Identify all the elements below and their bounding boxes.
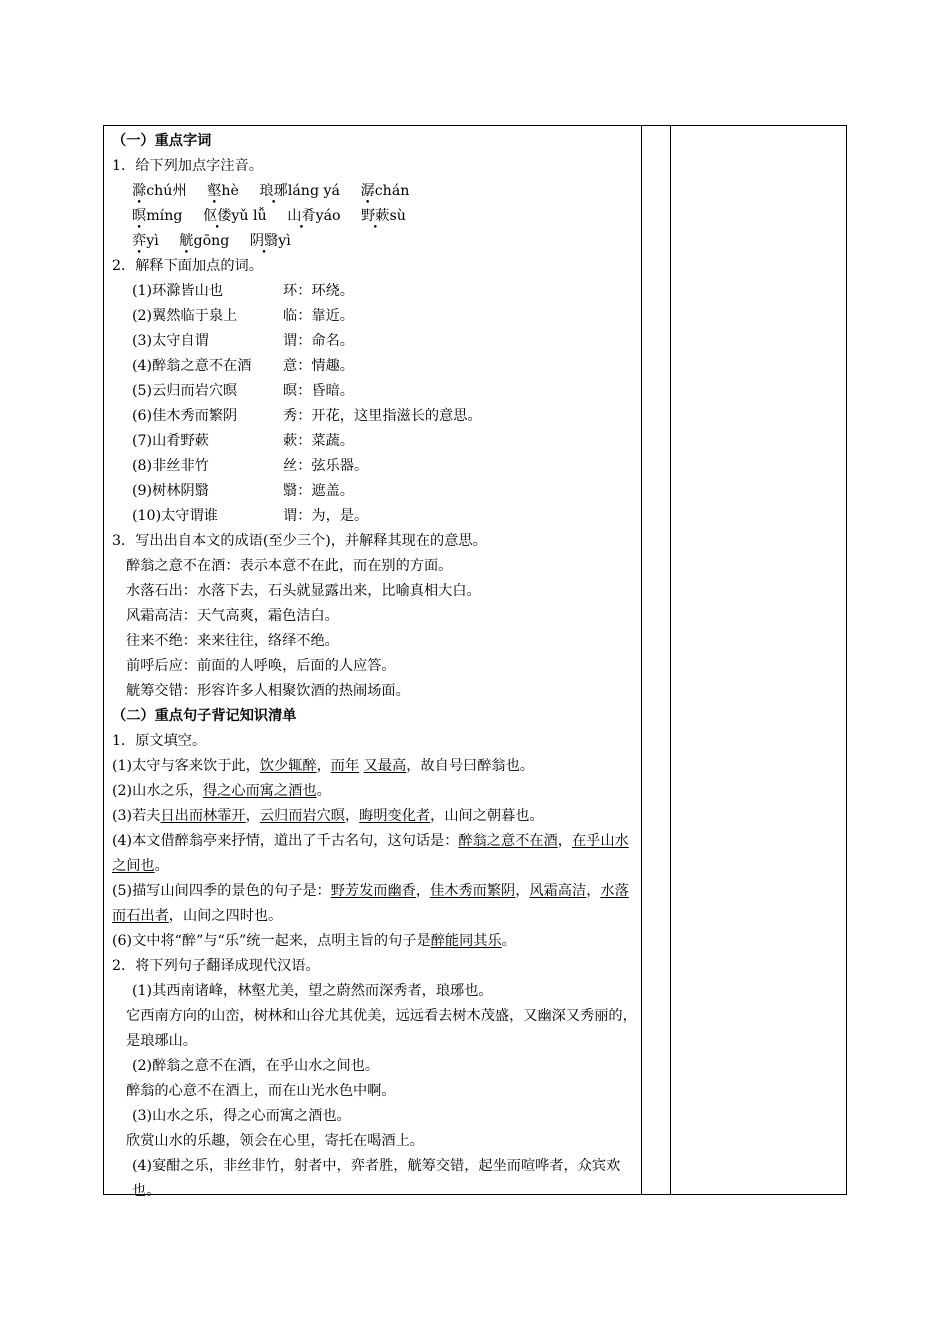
gloss-item: (3)太守自谓 谓：命名。: [132, 333, 354, 349]
pinyin-item: 伛偻yǔ lǚ: [202, 208, 267, 224]
gloss-item: (10)太守谓谁 谓：为，是。: [132, 508, 369, 524]
source-sentence: (2)醉翁之意不在酒，在乎山水之间也。: [132, 1058, 380, 1074]
translation-text: 它西南方向的山峦，树林和山谷尤其优美，远远看去树木茂盛，又幽深又秀丽的，是琅琊山。: [126, 1008, 637, 1049]
pinyin-item: 琅琊láng yá: [259, 183, 341, 199]
fill-blank-sentence: (3)若夫日出而林霏开，云归而岩穴暝，晦明变化者，山间之朝暮也。: [112, 808, 544, 824]
gloss-item: (9)树林阴翳 翳：遮盖。: [132, 483, 354, 499]
idiom-item: 水落石出：水落下去，石头就显露出来，比喻真相大白。: [126, 583, 481, 599]
gloss-item: (1)环滁皆山也 环：环绕。: [132, 283, 354, 299]
section-heading: （一）重点字词: [112, 133, 212, 149]
answer-blank: 而年: [330, 758, 360, 774]
source-sentence: (3)山水之乐，得之心而寓之酒也。: [132, 1108, 351, 1124]
answer-blank: 醉能同其乐: [430, 933, 502, 949]
pinyin-item: 暝míng: [132, 208, 183, 224]
answer-blank: 风霜高洁: [529, 883, 587, 899]
pinyin-row: [112, 204, 638, 229]
fill-blank-sentence: (4)本文借醉翁亭来抒情，道出了千古名句，这句话是：醉翁之意不在酒，在乎山水之间也。: [112, 833, 629, 874]
column-divider: [641, 126, 642, 1194]
source-sentence: (1)其西南诸峰，林壑尤美，望之蔚然而深秀者，琅琊也。: [132, 983, 493, 999]
answer-blank: 醉翁之意不在酒: [458, 833, 558, 849]
source-sentence: (4)宴酣之乐，非丝非竹，射者中，弈者胜，觥筹交错，起坐而喧哗者，众宾欢也。: [132, 1158, 621, 1199]
fill-blank-sentence: (1)太守与客来饮于此，饮少辄醉，而年 又最高，故自号曰醉翁也。: [112, 758, 534, 774]
fill-blank-sentence: (2)山水之乐，得之心而寓之酒也。: [112, 783, 331, 799]
pinyin-item: 觥gōng: [179, 233, 230, 249]
fill-blank-sentence: (5)描写山间四季的景色的句子是：野芳发而幽香，佳木秀而繁阴，风霜高洁，水落而石出者，山间之四时也。: [112, 883, 629, 924]
translation-text: 欣赏山水的乐趣，领会在心里，寄托在喝酒上。: [126, 1133, 424, 1149]
pinyin-row: [112, 179, 638, 204]
pinyin-item: 山肴yáo: [287, 208, 341, 224]
answer-blank: 得之心而寓之酒也: [203, 783, 317, 799]
idiom-item: 觥筹交错：形容许多人相聚饮酒的热闹场面。: [126, 683, 410, 699]
answer-blank: 佳木秀而繁阴: [430, 883, 516, 899]
question-prompt: 1．原文填空。: [112, 733, 207, 749]
answer-blank: 野芳发而幽香: [330, 883, 416, 899]
gloss-item: (8)非丝非竹 丝：弦乐器。: [132, 458, 369, 474]
idiom-item: 往来不绝：来来往往，络绎不绝。: [126, 633, 339, 649]
idiom-item: 风霜高洁：天气高爽，霜色洁白。: [126, 608, 339, 624]
pinyin-item: 阴翳yì: [249, 233, 291, 249]
idiom-item: 醉翁之意不在酒：表示本意不在此，而在别的方面。: [126, 558, 453, 574]
answer-blank: 在乎山水之间也: [112, 833, 629, 874]
answer-blank: 饮少辄醉: [259, 758, 317, 774]
question-prompt: 2．将下列句子翻译成现代汉语。: [112, 958, 320, 974]
pinyin-item: 野蔌sù: [361, 208, 406, 224]
pinyin-item: 壑hè: [207, 183, 239, 199]
answer-blank: 晦明变化者: [359, 808, 431, 824]
worksheet-table: [103, 125, 847, 1199]
section-heading: （二）重点句子背记知识清单: [112, 708, 297, 724]
translation-text: 醉翁的心意不在酒上，而在山光水色中啊。: [126, 1083, 396, 1099]
answer-blank: 水落而石出者: [112, 883, 629, 924]
fill-blank-sentence: (6)文中将“醉”与“乐”统一起来，点明主旨的句子是醉能同其乐。: [112, 933, 516, 949]
gloss-item: (6)佳木秀而繁阴 秀：开花，这里指滋长的意思。: [132, 408, 482, 424]
pinyin-item: 滁chú州: [132, 183, 187, 199]
gloss-item: (2)翼然临于泉上 临：靠近。: [132, 308, 354, 324]
question-prompt: 1．给下列加点字注音。: [112, 158, 263, 174]
pinyin-item: 潺chán: [360, 183, 410, 199]
question-prompt: 3．写出出自本文的成语(至少三个)，并解释其现在的意思。: [112, 533, 487, 549]
gloss-item: (7)山肴野蔌 蔌：菜蔬。: [132, 433, 354, 449]
pinyin-item: 弈yì: [132, 233, 159, 249]
answer-blank: 云归而岩穴暝: [259, 808, 345, 824]
idiom-item: 前呼后应：前面的人呼唤，后面的人应答。: [126, 658, 396, 674]
answer-blank: 又最高: [363, 758, 407, 774]
answer-blank: 日出而林霏开: [160, 808, 246, 824]
question-prompt: 2．解释下面加点的词。: [112, 258, 263, 274]
main-content-cell: [112, 129, 638, 1204]
gloss-item: (4)醉翁之意不在酒 意：情趣。: [132, 358, 354, 374]
column-divider: [670, 126, 671, 1194]
gloss-item: (5)云归而岩穴暝 暝：昏暗。: [132, 383, 354, 399]
